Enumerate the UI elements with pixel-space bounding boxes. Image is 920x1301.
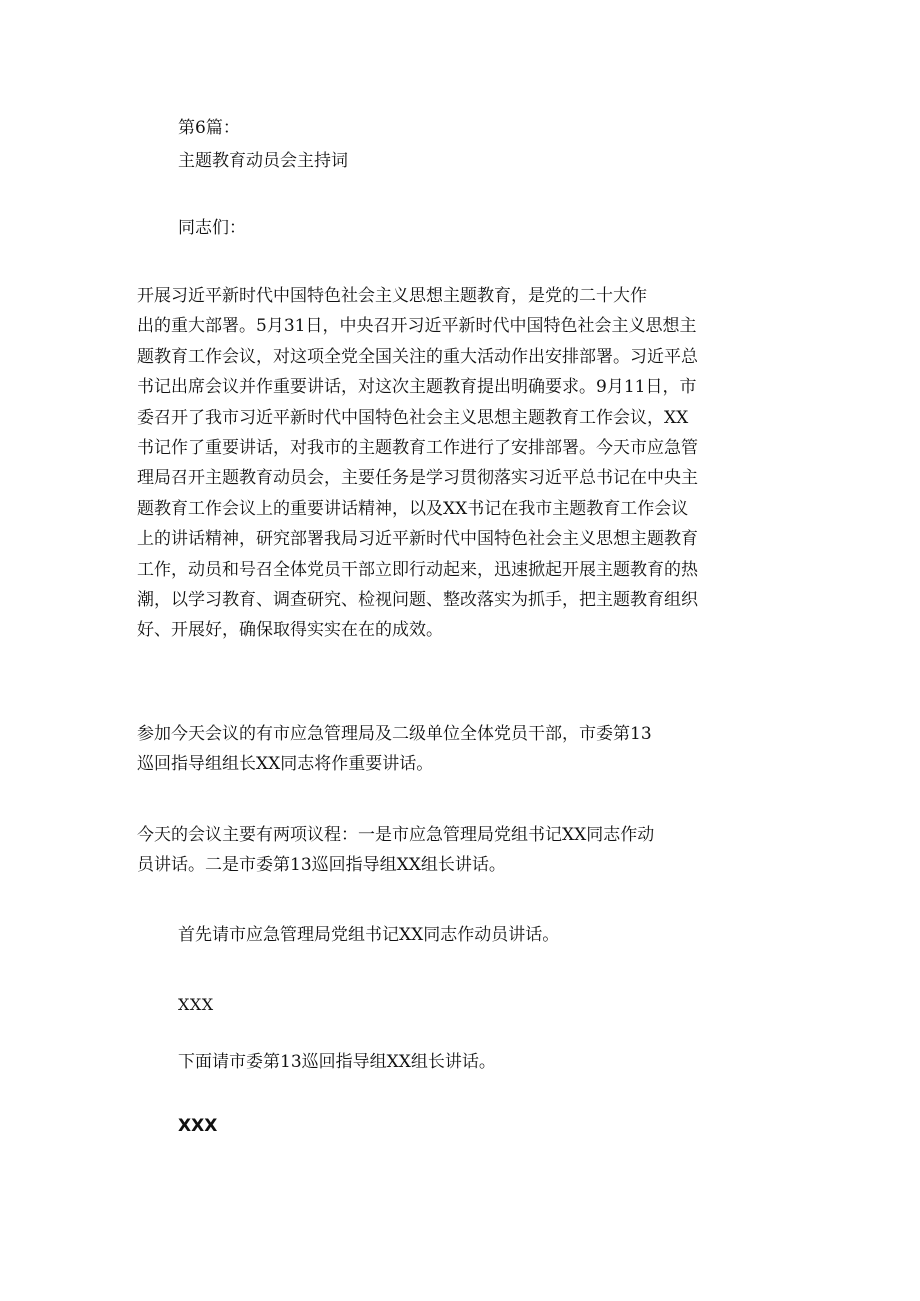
paragraph-line: 上的讲话精神，研究部署我局习近平新时代中国特色社会主义思想主题教育 bbox=[137, 529, 698, 550]
paragraph-line: 潮，以学习教育、调查研究、检视问题、整改落实为抓手，把主题教育组织 bbox=[137, 590, 698, 611]
paragraph-second-speaker: 下面请市委第13巡回指导组XX组长讲话。 bbox=[178, 1052, 496, 1072]
speech-placeholder-second: XXX bbox=[178, 1116, 218, 1136]
paragraph-line: 书记作了重要讲话，对我市的主题教育工作进行了安排部署。今天市应急管 bbox=[137, 438, 698, 459]
paragraph-line: 好、开展好，确保取得实实在在的成效。 bbox=[137, 620, 443, 641]
article-title: 主题教育动员会主持词 bbox=[178, 151, 348, 171]
paragraph-line: 书记出席会议并作重要讲话，对这次主题教育提出明确要求。9月11日，市 bbox=[137, 377, 697, 398]
paragraph-attendees bbox=[137, 719, 787, 780]
article-number: 第6篇： bbox=[178, 118, 240, 138]
paragraph-agenda bbox=[137, 820, 787, 881]
paragraph-line: 参加今天会议的有市应急管理局及二级单位全体党员干部，市委第13 bbox=[137, 724, 652, 744]
paragraph-line: 今天的会议主要有两项议程：一是市应急管理局党组书记XX同志作动 bbox=[137, 825, 655, 845]
speech-placeholder-first: XXX bbox=[178, 995, 214, 1014]
paragraph-line: 出的重大部署。5月31日，中央召开习近平新时代中国特色社会主义思想主 bbox=[137, 316, 697, 337]
paragraph-line: 开展习近平新时代中国特色社会主义思想主题教育，是党的二十大作 bbox=[137, 286, 647, 306]
paragraph-line: 题教育工作会议，对这项全党全国关注的重大活动作出安排部署。习近平总 bbox=[137, 346, 698, 367]
paragraph-opening bbox=[137, 281, 787, 646]
paragraph-line: 巡回指导组组长XX同志将作重要讲话。 bbox=[137, 754, 434, 775]
paragraph-line: 题教育工作会议上的重要讲话精神，以及XX书记在我市主题教育工作会议 bbox=[137, 498, 689, 519]
paragraph-line: 工作，动员和号召全体党员干部立即行动起来，迅速掀起开展主题教育的热 bbox=[137, 559, 698, 580]
paragraph-line: 员讲话。二是市委第13巡回指导组XX组长讲话。 bbox=[137, 855, 506, 876]
paragraph-line: 理局召开主题教育动员会，主要任务是学习贯彻落实习近平总书记在中央主 bbox=[137, 468, 698, 489]
paragraph-first-speaker: 首先请市应急管理局党组书记XX同志作动员讲话。 bbox=[178, 925, 560, 945]
greeting: 同志们： bbox=[178, 218, 246, 238]
paragraph-line: 委召开了我市习近平新时代中国特色社会主义思想主题教育工作会议，XX bbox=[137, 407, 689, 428]
